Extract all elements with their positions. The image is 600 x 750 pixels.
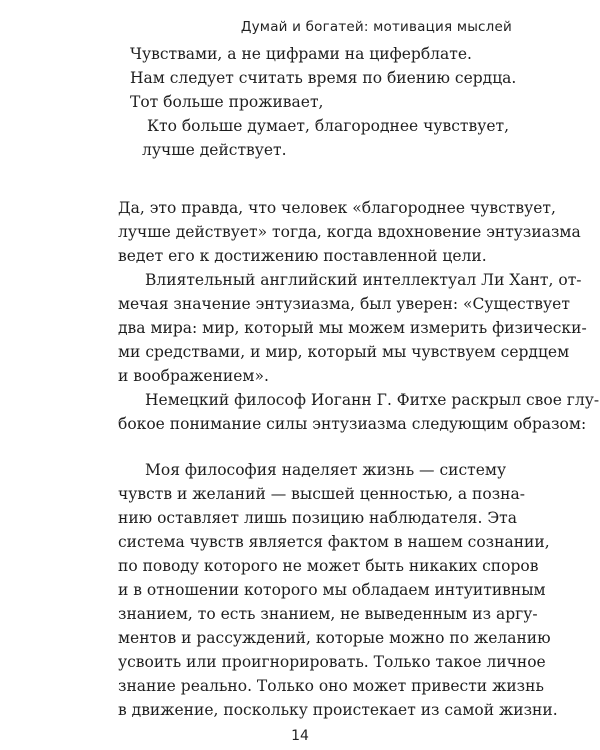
quote-line: Моя философия наделяет жизнь — систему	[145, 461, 507, 479]
paragraph-line: мечая значение энтузиазма, был уверен: «Существует	[118, 295, 570, 313]
quote-line: чувств и желаний — высшей ценностью, а позна-	[118, 485, 525, 503]
paragraph-line: Да, это правда, что человек «благороднее чувствует,	[118, 199, 556, 217]
quote-line: система чувств является фактом в нашем сознании,	[118, 533, 550, 551]
body-text	[118, 196, 599, 436]
verse-line: Тот больше проживает,	[130, 93, 324, 111]
quote-line: ментов и рассуждений, которые можно по желанию	[118, 629, 551, 647]
quote-line: по поводу которого не может быть никаких споров	[118, 557, 539, 575]
paragraph-line: ведет его к достижению поставленной цели.	[118, 247, 487, 265]
quote-line: нию оставляет лишь позицию наблюдателя. Эта	[118, 509, 517, 527]
verse-block	[130, 42, 516, 162]
quote-line: в движение, поскольку проистекает из самой жизни.	[118, 701, 558, 719]
verse-line: лучше действует.	[142, 141, 287, 159]
paragraph-line: и воображением».	[118, 367, 269, 385]
paragraph-line: ми средствами, и мир, который мы чувствуем сердцем	[118, 343, 570, 361]
quote-line: и в отношении которого мы обладаем интуитивным	[118, 581, 546, 599]
running-header: Думай и богатей: мотивация мыслей	[240, 19, 512, 35]
paragraph-line: Влиятельный английский интеллектуал Ли Хант, от-	[145, 271, 582, 289]
quote-line: знанием, то есть знанием, не выведенным из аргу-	[118, 605, 538, 623]
paragraph-line: бокое понимание силы энтузиазма следующим образом:	[118, 415, 587, 433]
paragraph-line: два мира: мир, который мы можем измерить физически-	[118, 319, 587, 337]
verse-line: Кто больше думает, благороднее чувствует,	[147, 117, 509, 135]
block-quote	[118, 458, 558, 722]
quote-line: усвоить или проигнорировать. Только такое личное	[118, 653, 546, 671]
verse-line: Нам следует считать время по биению сердца.	[130, 69, 517, 87]
quote-line: знание реально. Только оно может привести жизнь	[118, 677, 544, 695]
verse-line: Чувствами, а не цифрами на циферблате.	[130, 45, 472, 63]
paragraph-line: Немецкий философ Иоганн Г. Фитхе раскрыл свое глу-	[145, 391, 600, 409]
page-number: 14	[291, 728, 309, 744]
paragraph-line: лучше действует» тогда, когда вдохновение энтузиазма	[118, 223, 581, 241]
